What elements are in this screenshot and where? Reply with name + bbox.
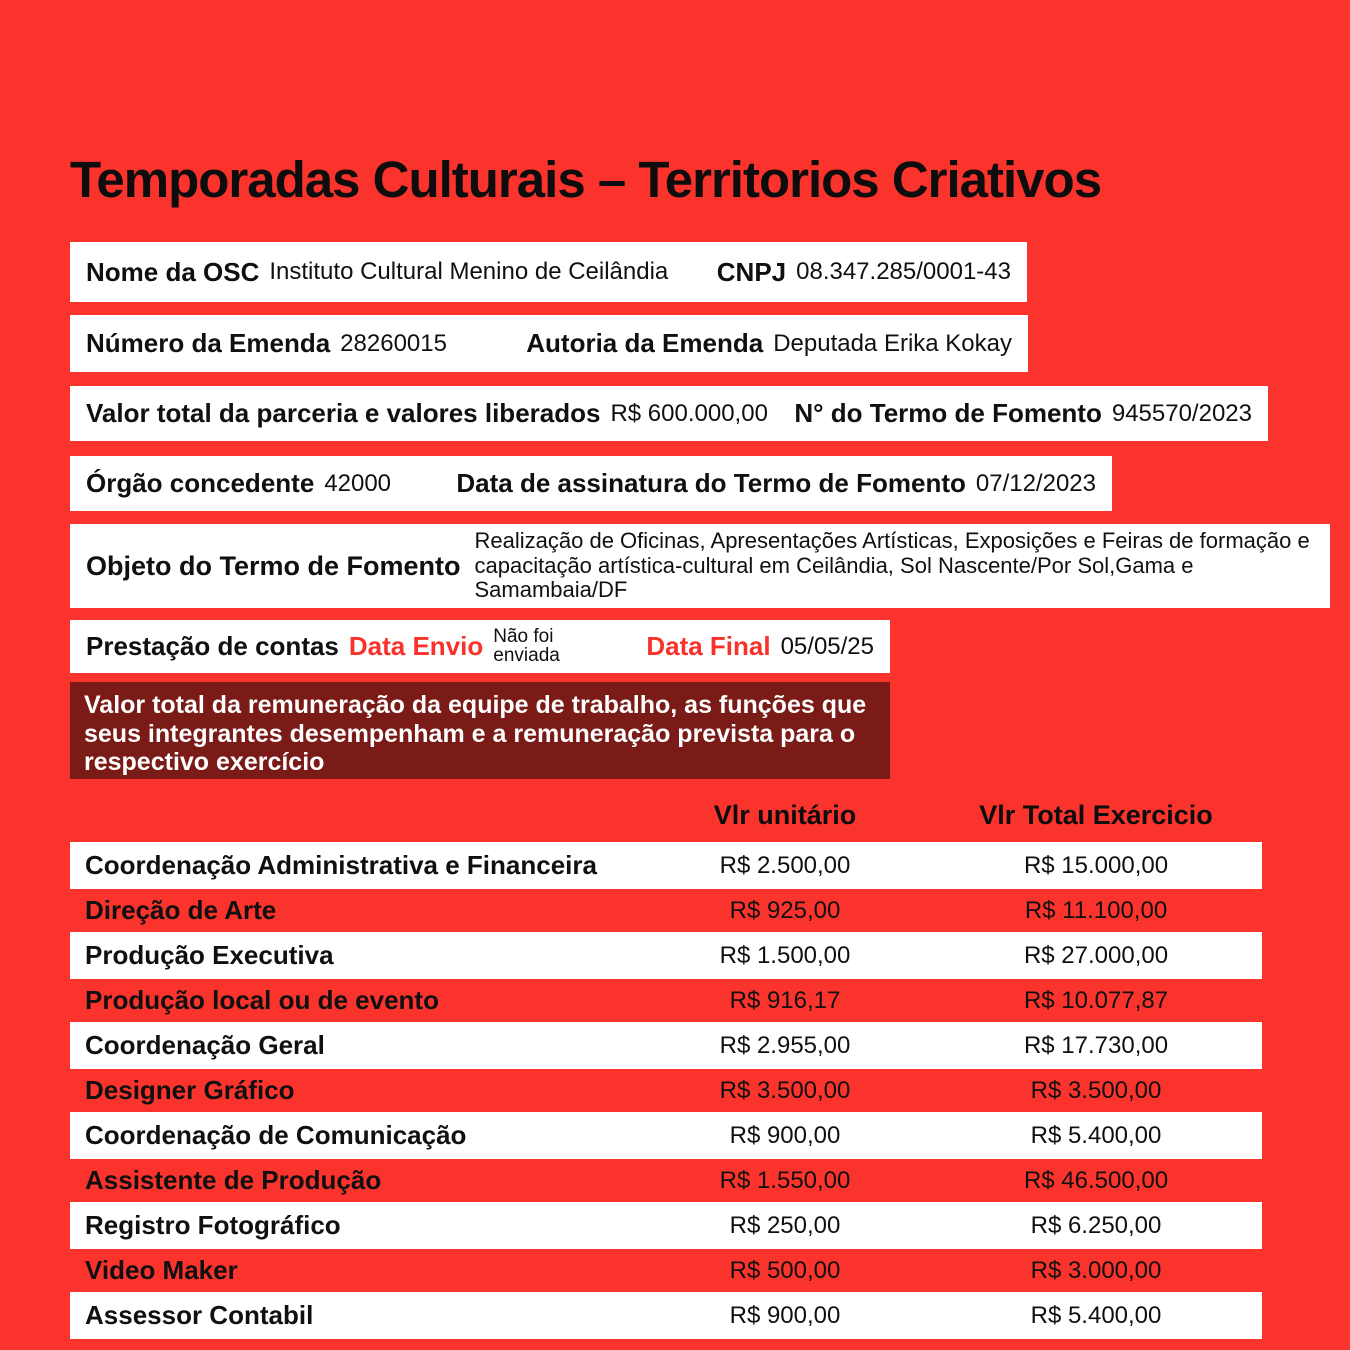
info-bar-objeto xyxy=(70,524,1330,608)
objeto-label: Objeto do Termo de Fomento xyxy=(86,550,461,581)
info-bar-valor xyxy=(70,386,1268,441)
objeto-value: Realização de Oficinas, Apresentações Artísticas, Exposições e Feiras de formação e capacitação artística-cultural em Ceilândia, Sol Nascente/Por Sol,Gama e Samambaia/DF xyxy=(474,527,1310,603)
column-header-vlr-unitario: Vlr unitário xyxy=(713,799,857,830)
cnpj-value: 08.347.285/0001-43 xyxy=(796,258,1011,285)
table-row xyxy=(70,1292,1262,1339)
table-header xyxy=(70,795,1262,835)
table-row xyxy=(70,1069,1262,1112)
info-bar-prestacao xyxy=(70,620,890,673)
orgao-concedente-value: 42000 xyxy=(324,469,392,497)
row-vlr-unitario: R$ 900,00 xyxy=(729,1121,841,1149)
table-row xyxy=(70,842,1262,889)
remuneracao-table xyxy=(70,842,1262,1339)
row-role: Produção local ou de evento xyxy=(85,985,439,1015)
row-vlr-total: R$ 15.000,00 xyxy=(1023,851,1169,879)
info-bar-emenda xyxy=(70,315,1028,372)
row-vlr-total: R$ 10.077,87 xyxy=(1023,986,1169,1014)
column-header-vlr-total: Vlr Total Exercicio xyxy=(979,799,1213,830)
table-row xyxy=(70,889,1262,932)
row-vlr-total: R$ 6.250,00 xyxy=(1030,1211,1162,1239)
emenda-autoria-label: Autoria da Emenda xyxy=(526,328,764,358)
osc-value: Instituto Cultural Menino de Ceilândia xyxy=(269,258,669,285)
row-vlr-total: R$ 46.500,00 xyxy=(1023,1166,1169,1194)
row-vlr-unitario: R$ 916,17 xyxy=(729,986,841,1014)
row-role: Coordenação Administrativa e Financeira xyxy=(85,850,597,880)
row-vlr-unitario: R$ 1.500,00 xyxy=(719,941,851,969)
row-role: Assessor Contabil xyxy=(85,1300,314,1330)
valor-parceria-label: Valor total da parceria e valores liberados xyxy=(86,398,601,428)
info-bar-osc xyxy=(70,242,1027,302)
row-vlr-unitario: R$ 250,00 xyxy=(729,1211,841,1239)
row-role: Designer Gráfico xyxy=(85,1075,295,1105)
emenda-numero-label: Número da Emenda xyxy=(86,328,331,358)
osc-label: Nome da OSC xyxy=(86,256,260,287)
emenda-numero-value: 28260015 xyxy=(340,329,447,357)
row-role: Direção de Arte xyxy=(85,895,277,925)
row-vlr-total: R$ 3.500,00 xyxy=(1030,1076,1162,1104)
orgao-concedente-label: Órgão concedente xyxy=(86,468,315,498)
data-envio-value: Não foi enviada xyxy=(493,625,560,666)
data-envio-label: Data Envio xyxy=(348,631,484,661)
row-role: Video Maker xyxy=(85,1255,238,1285)
row-vlr-unitario: R$ 1.550,00 xyxy=(719,1166,851,1194)
row-vlr-total: R$ 27.000,00 xyxy=(1023,941,1169,969)
termo-fomento-numero-value: 945570/2023 xyxy=(1111,399,1252,427)
prestacao-label: Prestação de contas xyxy=(86,631,339,661)
data-final-label: Data Final xyxy=(646,631,771,661)
row-role: Produção Executiva xyxy=(85,940,334,970)
row-role: Registro Fotográfico xyxy=(85,1210,341,1240)
row-vlr-total: R$ 3.000,00 xyxy=(1030,1256,1162,1284)
row-role: Coordenação Geral xyxy=(85,1030,325,1060)
table-row xyxy=(70,1202,1262,1249)
row-vlr-total: R$ 5.400,00 xyxy=(1030,1121,1162,1149)
row-vlr-unitario: R$ 900,00 xyxy=(729,1301,841,1329)
emenda-autoria-value: Deputada Erika Kokay xyxy=(773,329,1012,357)
row-vlr-total: R$ 5.400,00 xyxy=(1030,1301,1162,1329)
row-vlr-unitario: R$ 3.500,00 xyxy=(719,1076,851,1104)
cnpj-label: CNPJ xyxy=(716,256,787,287)
row-vlr-unitario: R$ 2.500,00 xyxy=(719,851,851,879)
row-vlr-unitario: R$ 925,00 xyxy=(729,896,841,924)
row-vlr-total: R$ 11.100,00 xyxy=(1024,896,1168,924)
page-title: Temporadas Culturais – Territorios Criativos xyxy=(70,151,1102,208)
table-row xyxy=(70,1112,1262,1159)
remuneracao-description-box: Valor total da remuneração da equipe de trabalho, as funções que seus integrantes desempenham e a remuneração prevista para o respectivo exercício xyxy=(70,682,890,779)
row-role: Assistente de Produção xyxy=(85,1165,382,1195)
row-role: Coordenação de Comunicação xyxy=(85,1120,467,1150)
table-row xyxy=(70,1022,1262,1069)
valor-parceria-value: R$ 600.000,00 xyxy=(610,399,768,427)
table-row xyxy=(70,932,1262,979)
table-row xyxy=(70,1159,1262,1202)
info-bar-orgao xyxy=(70,456,1112,511)
data-assinatura-label: Data de assinatura do Termo de Fomento xyxy=(456,468,966,498)
data-final-value: 05/05/25 xyxy=(780,632,874,660)
termo-fomento-numero-label: N° do Termo de Fomento xyxy=(794,398,1102,428)
table-row xyxy=(70,1249,1262,1292)
table-row xyxy=(70,979,1262,1022)
row-vlr-total: R$ 17.730,00 xyxy=(1023,1031,1169,1059)
row-vlr-unitario: R$ 500,00 xyxy=(729,1256,841,1284)
data-assinatura-value: 07/12/2023 xyxy=(975,469,1096,497)
row-vlr-unitario: R$ 2.955,00 xyxy=(719,1031,851,1059)
